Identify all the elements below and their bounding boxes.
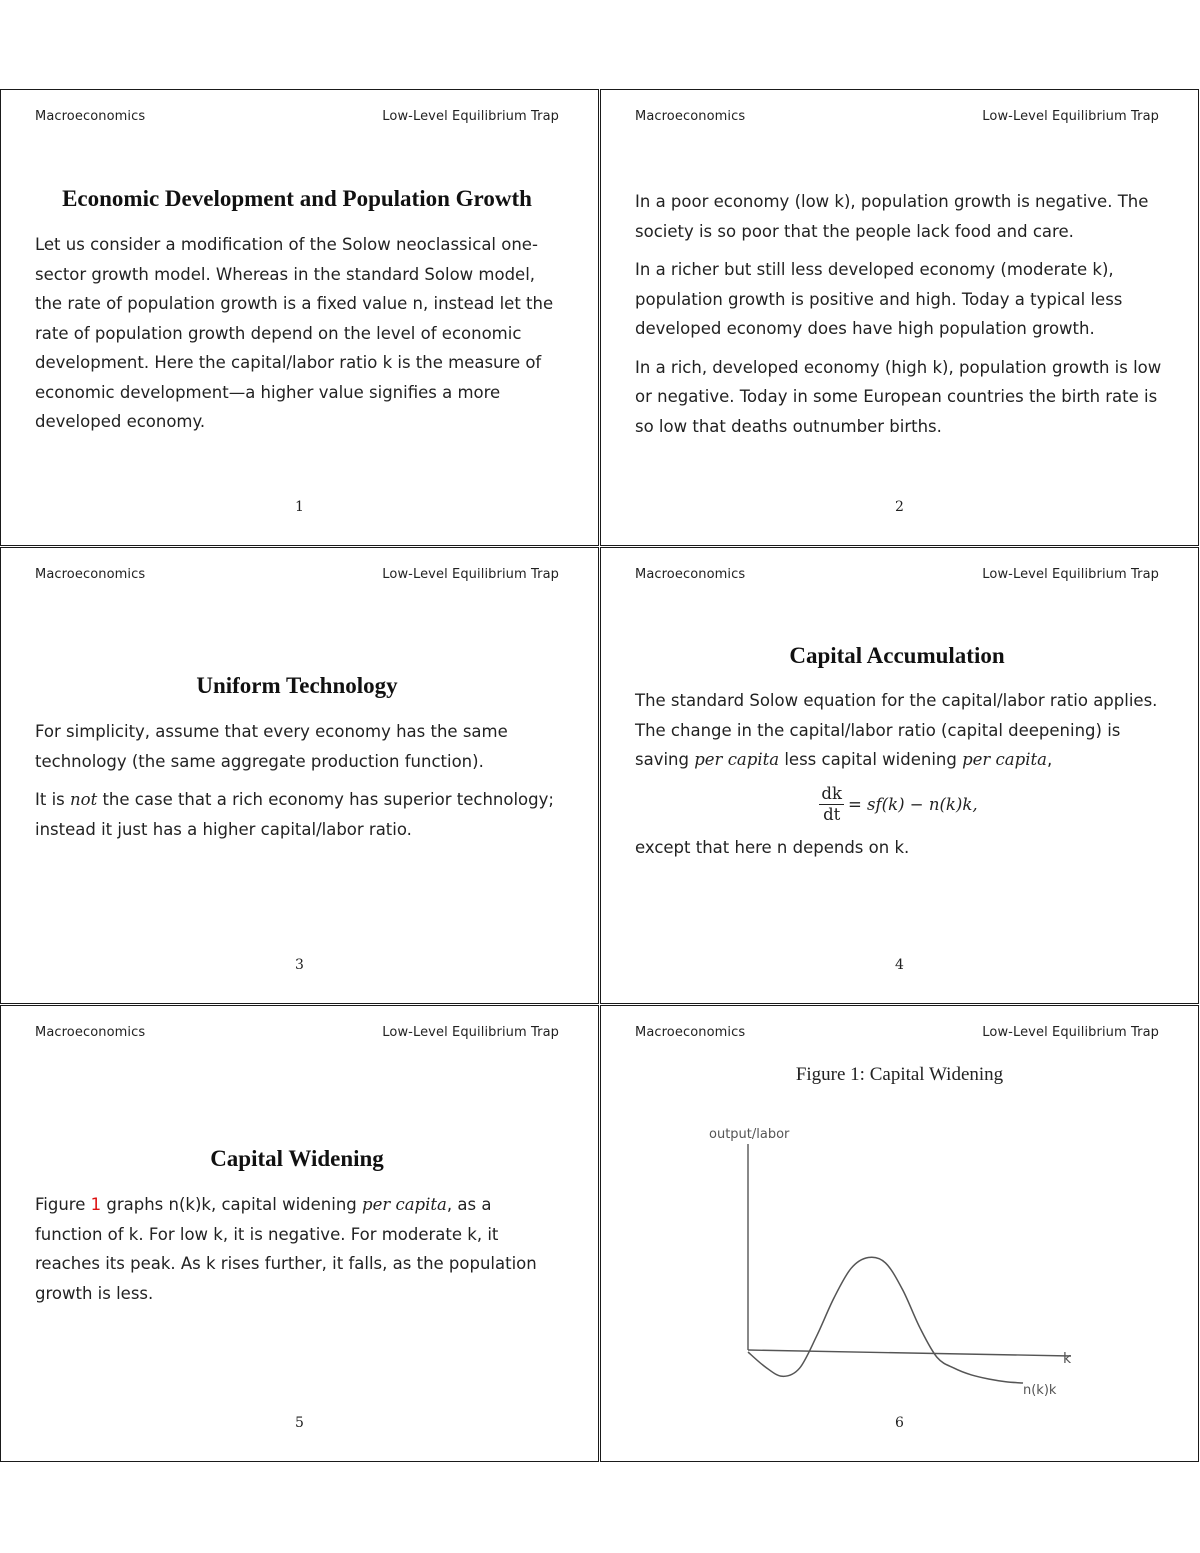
- header-course: Macroeconomics: [635, 567, 746, 582]
- slide-body: [635, 686, 1162, 871]
- paragraph: [35, 1190, 562, 1308]
- text-run: ,: [1046, 750, 1053, 769]
- header-course: Macroeconomics: [35, 109, 146, 124]
- capital-widening-chart: [701, 1114, 1091, 1414]
- emphasis: not: [70, 790, 98, 809]
- slide-title: Uniform Technology: [196, 673, 398, 698]
- equation-rhs: = sf(k) − n(k)k,: [847, 794, 978, 814]
- paragraph: In a rich, developed economy (high k), population growth is low or negative. Today in some European countries the birth rate is so low that deaths outnumber births.: [635, 357, 1162, 436]
- curve-label: n(k)k: [1023, 1383, 1057, 1398]
- page-number: 4: [895, 957, 904, 973]
- text-run: , as a function of k. For low k, it is negative. For moderate k, it reaches its peak. As k rises further, it falls, as the population growth is less.: [35, 1195, 537, 1303]
- y-axis-label: output/labor: [709, 1127, 790, 1142]
- page-number: 2: [895, 499, 904, 515]
- page-number: 5: [295, 1415, 304, 1431]
- paragraph: For simplicity, assume that every economy has the same technology (the same aggregate production function).: [35, 722, 508, 771]
- header-course: Macroeconomics: [635, 1025, 746, 1040]
- fraction-numerator: dk: [821, 783, 842, 803]
- page-number: 6: [895, 1415, 904, 1431]
- slide-body: [35, 717, 562, 853]
- header-topic: Low-Level Equilibrium Trap: [382, 109, 559, 124]
- series-line-nkk: [748, 1257, 1023, 1383]
- header-course: Macroeconomics: [35, 567, 146, 582]
- paragraph: [635, 686, 1162, 775]
- slide-body: [35, 1190, 562, 1317]
- x-axis-label: k: [1063, 1351, 1072, 1367]
- figure-caption: Figure 1: Capital Widening: [795, 1064, 1004, 1085]
- slide-body: [635, 187, 1162, 450]
- slide-title: Capital Accumulation: [789, 643, 1005, 668]
- slide-body: [35, 230, 562, 446]
- text-run: The standard Solow equation for the capital/labor ratio applies. The change in the capital/labor ratio (capital deepening) is saving: [635, 691, 1158, 769]
- slide-title: Capital Widening: [210, 1146, 384, 1171]
- slide-3: [0, 547, 599, 1004]
- slide-4: [600, 547, 1199, 1004]
- header-topic: Low-Level Equilibrium Trap: [382, 1025, 559, 1040]
- paragraph: In a poor economy (low k), population growth is negative. The society is so poor that the people lack food and care.: [635, 192, 1149, 241]
- text-run: less capital widening: [779, 750, 963, 769]
- derivative-fraction: [819, 784, 844, 825]
- slide-sheet: [0, 89, 1200, 1463]
- paragraph: except that here n depends on k.: [635, 837, 910, 857]
- text-run: Figure: [35, 1195, 91, 1214]
- header-topic: Low-Level Equilibrium Trap: [982, 567, 1159, 582]
- slide-1: [0, 89, 599, 546]
- header-topic: Low-Level Equilibrium Trap: [382, 567, 559, 582]
- text-run: graphs n(k)k, capital widening: [101, 1195, 363, 1214]
- emphasis: per capita: [362, 1195, 447, 1214]
- header-topic: Low-Level Equilibrium Trap: [982, 109, 1159, 124]
- solow-equation: [635, 784, 1162, 825]
- slide-6: [600, 1005, 1199, 1462]
- figure-reference-link[interactable]: 1: [90, 1195, 102, 1214]
- emphasis: per capita: [962, 750, 1047, 769]
- header-course: Macroeconomics: [635, 109, 746, 124]
- header-topic: Low-Level Equilibrium Trap: [982, 1025, 1159, 1040]
- fraction-denominator: dt: [823, 804, 841, 824]
- text-run: the case that a rich economy has superior technology; instead it just has a higher capital/labor ratio.: [35, 790, 554, 839]
- slide-5: [0, 1005, 599, 1462]
- page-number: 3: [295, 957, 304, 973]
- slide-2: [600, 89, 1199, 546]
- emphasis: per capita: [694, 750, 780, 769]
- slide-title: Economic Development and Population Growth: [62, 186, 532, 211]
- x-axis: [748, 1350, 1071, 1356]
- paragraph: In a richer but still less developed economy (moderate k), population growth is positive and high. Today a typical less developed economy does have high population growth.: [635, 260, 1123, 338]
- header-course: Macroeconomics: [35, 1025, 146, 1040]
- paragraph: [35, 785, 562, 844]
- page-number: 1: [295, 499, 304, 515]
- series-points: [748, 1257, 1023, 1383]
- paragraph: Let us consider a modification of the Solow neoclassical one-sector growth model. Whereas in the standard Solow model, the rate of population growth is a fixed value n, instead let the rate of population growth depend on the level of economic development. Here the capital/labor ratio k is the measure of economic development—a higher value signifies a more developed economy.: [35, 235, 554, 431]
- text-run: It is: [35, 790, 71, 809]
